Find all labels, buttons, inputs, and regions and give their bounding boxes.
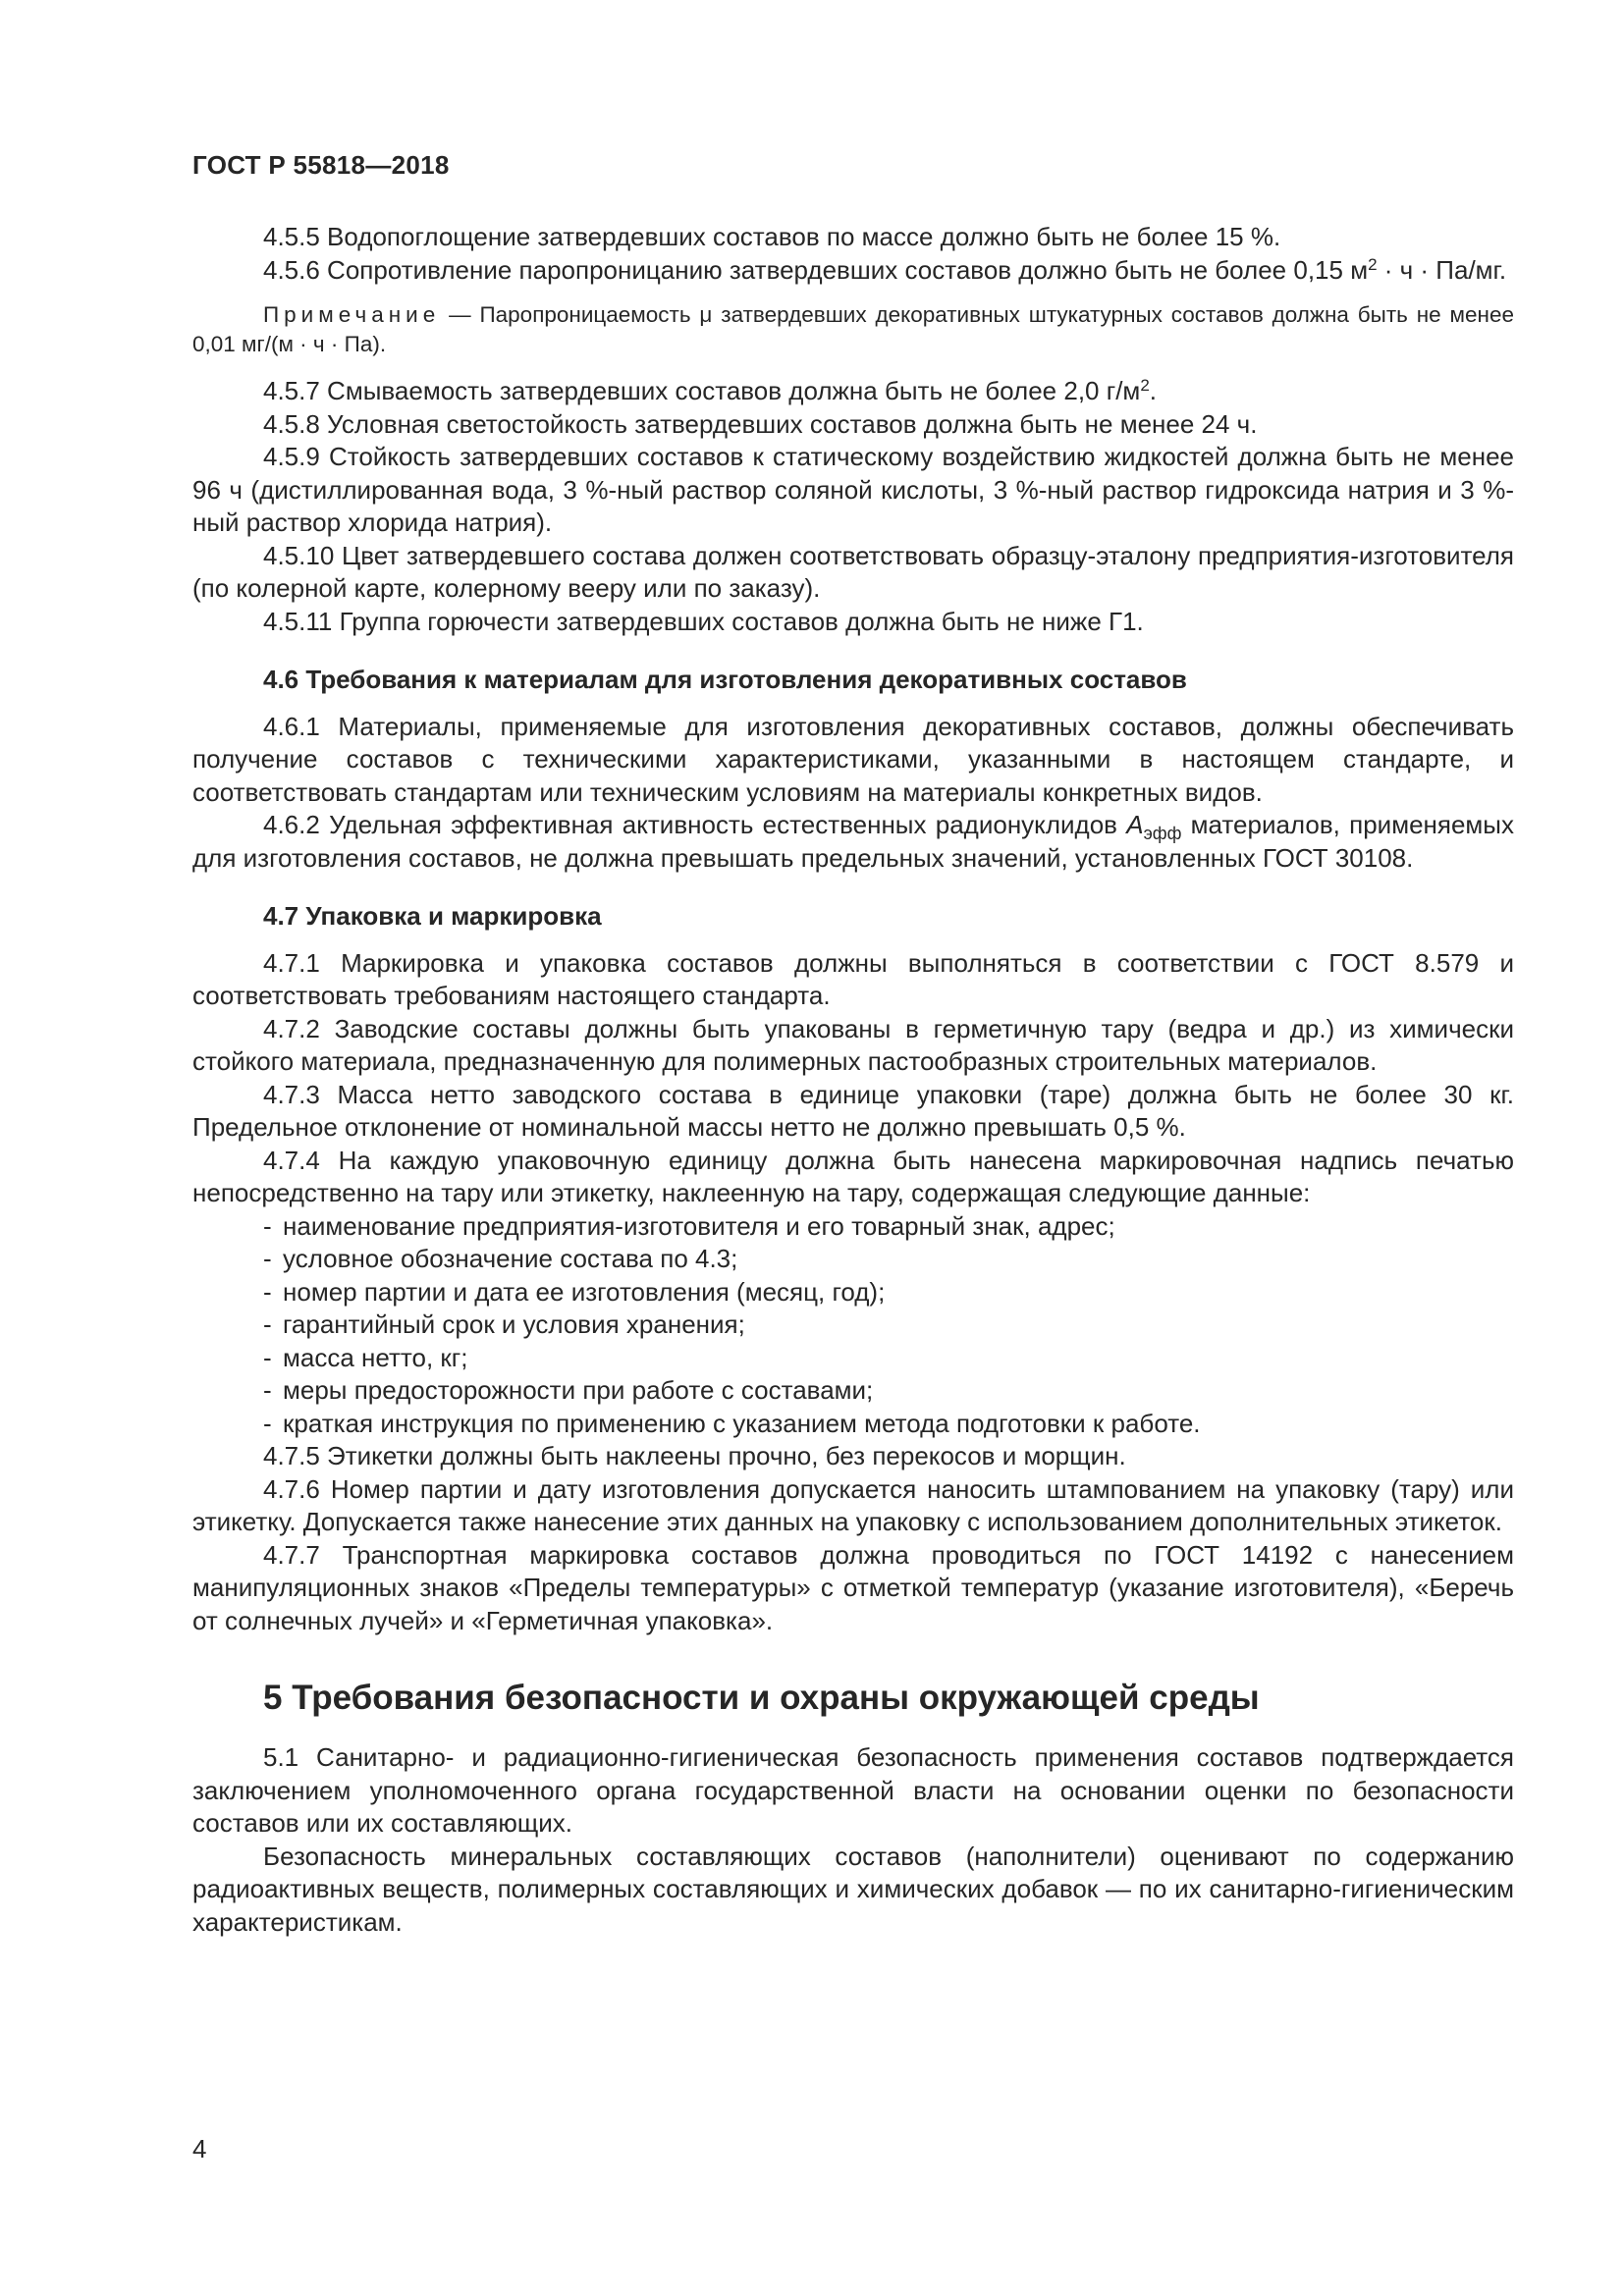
paragraph-4-5-9: 4.5.9 Стойкость затвердевших составов к статическому воздействию жидкостей должна быть не менее 96 ч (дистиллированная вода, 3 %-ный раствор соляной кислоты, 3 %-ный раствор гидроксида натрия и 3 %-ный раствор хлорида натрия). [192, 442, 1514, 537]
paragraph-4-5-7-tail: . [1149, 376, 1158, 405]
paragraph-5-1-continued: Безопасность минеральных составляющих составов (наполнители) оценивают по содержанию радиоактивных веществ, полимерных составляющих и химических добавок — по их санитарно-гигиеническим характеристикам. [192, 1841, 1514, 1937]
superscript: 2 [1368, 254, 1378, 274]
paragraph-4-5-7-text: 4.5.7 Смываемость затвердевших составов должна быть не более 2,0 г/м [263, 376, 1141, 405]
subscript: эфф [1143, 824, 1182, 843]
note [192, 300, 1514, 359]
paragraph-4-7-5: 4.7.5 Этикетки должны быть наклеены прочно, без перекосов и морщин. [263, 1441, 1126, 1470]
paragraph-4-6-1: 4.6.1 Материалы, применяемые для изготовления декоративных составов, должны обеспечивать получение составов с техническими характеристиками, указанными в настоящем стандарте, и соответствовать стандартам или техническим условиям на материалы конкретных видов. [192, 711, 1514, 807]
subsection-heading-4-6: 4.6 Требования к материалам для изготовления декоративных составов [263, 665, 1187, 694]
marking-list [192, 1210, 1514, 1441]
superscript: 2 [1140, 376, 1150, 395]
paragraph-4-7-2: 4.7.2 Заводские составы должны быть упакованы в герметичную тару (ведра и др.) из химически стойкого материала, предназначенную для полимерных пастообразных строительных материалов. [192, 1013, 1514, 1076]
document-header: ГОСТ Р 55818—2018 [192, 150, 450, 180]
paragraph-4-5-11: 4.5.11 Группа горючести затвердевших составов должна быть не ниже Г1. [263, 606, 1144, 636]
paragraph-4-5-10: 4.5.10 Цвет затвердевшего состава должен соответствовать образцу-эталону предприятия-изготовителя (по колерной карте, колерному вееру или по заказу). [192, 540, 1514, 603]
activity-symbol: А [1126, 810, 1144, 839]
list-item: - наименование предприятия-изготовителя и его товарный знак, адрес; [263, 1210, 1115, 1241]
paragraph-4-5-8: 4.5.8 Условная светостойкость затвердевших составов должна быть не менее 24 ч. [263, 408, 1258, 439]
paragraph-5-1: 5.1 Санитарно- и радиационно-гигиеническая безопасность применения составов подтверждается заключением уполномоченного органа государственной власти на основании оценки по безопасности составов или их составляющих. [192, 1742, 1514, 1838]
note-text: — Паропроницаемость μ затвердевших декоративных штукатурных составов должна быть не менее 0,01 мг/(м · ч · Па). [192, 302, 1514, 356]
list-item: - масса нетто, кг; [263, 1342, 468, 1372]
paragraph-4-7-6: 4.7.6 Номер партии и дату изготовления допускается наносить штампованием на упаковку (тару) или этикетку. Допускается также нанесение этих данных на упаковку с использованием дополнительных этикеток. [192, 1473, 1514, 1536]
paragraph-4-7-3: 4.7.3 Масса нетто заводского состава в единице упаковки (таре) должна быть не более 30 кг. Предельное отклонение от номинальной массы нетто не должно превышать 0,5 %. [192, 1079, 1514, 1142]
list-item: - краткая инструкция по применению с указанием метода подготовки к работе. [263, 1408, 1201, 1438]
paragraph-4-6-2-tail: материалов, применяемых для изготовления составов, не должна превышать предельных значений, установленных ГОСТ 30108. [192, 810, 1514, 873]
note-label: Примечание [263, 302, 441, 327]
paragraph-4-7-4: 4.7.4 На каждую упаковочную единицу должна быть нанесена маркировочная надпись печатью непосредственно на тару или этикетку, наклеенную на тару, содержащая следующие данные: [192, 1145, 1514, 1207]
paragraph-4-5-5: 4.5.5 Водопоглощение затвердевших составов по массе должно быть не более 15 %. [263, 222, 1281, 251]
subsection-heading-4-7: 4.7 Упаковка и маркировка [263, 901, 602, 931]
list-item: - гарантийный срок и условия хранения; [263, 1309, 745, 1339]
paragraph-4-7-7: 4.7.7 Транспортная маркировка составов должна проводиться по ГОСТ 14192 с нанесением манипуляционных знаков «Пределы температуры» с отметкой температур (указание изготовителя), «Беречь от солнечных лучей» и «Герметичная упаковка». [192, 1539, 1514, 1635]
paragraph-4-5-6-tail: · ч · Па/мг. [1377, 254, 1507, 285]
document-body [192, 221, 1514, 1939]
list-item: - номер партии и дата ее изготовления (месяц, год); [263, 1276, 886, 1307]
paragraph-4-5-7 [192, 375, 1514, 408]
paragraph-4-5-6 [192, 254, 1514, 288]
paragraph-4-7-1: 4.7.1 Маркировка и упаковка составов должны выполняться в соответствии с ГОСТ 8.579 и соответствовать требованиям настоящего стандарта. [192, 947, 1514, 1010]
paragraph-4-5-6-text: 4.5.6 Сопротивление паропроницанию затвердевших составов должно быть не более 0,15 м [263, 254, 1369, 285]
page-number: 4 [192, 2134, 207, 2163]
paragraph-4-6-2 [192, 809, 1514, 875]
list-item: - условное обозначение состава по 4.3; [263, 1244, 738, 1273]
list-item: - меры предосторожности при работе с составами; [263, 1375, 874, 1405]
paragraph-4-6-2-text: 4.6.2 Удельная эффективная активность естественных радионуклидов [263, 810, 1127, 839]
section-heading-5: 5 Требования безопасности и охраны окружающей среды [263, 1679, 1260, 1717]
